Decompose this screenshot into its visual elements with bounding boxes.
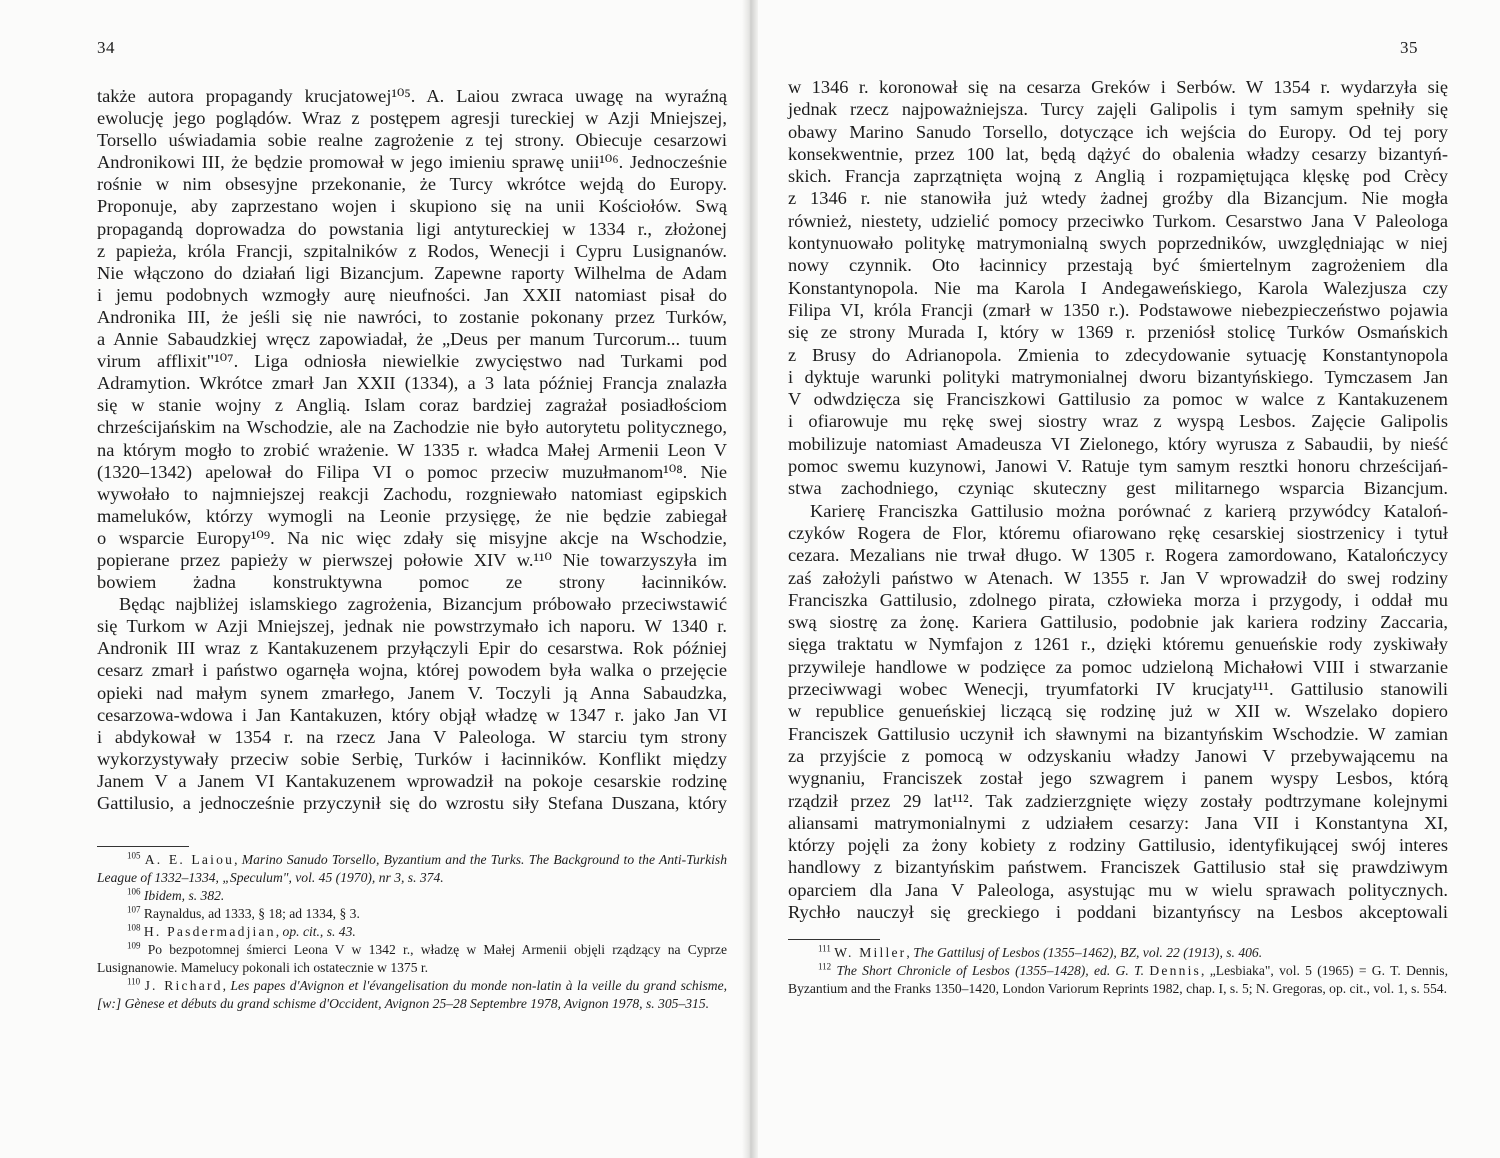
footnote (97, 941, 727, 977)
text-line: pomoc swemu kuzynowi, Janowi V. Ratuje tym samym resztki honoru chrześcijań- (788, 456, 1448, 477)
footnote-text: Po bezpotomnej śmierci Leona V w 1342 r., władzę w Małej Armenii objęli rządzący na Cyprze Lusignanowie. Mamelucy pokonali ich ostatecznie w 1375 r. (97, 942, 727, 975)
footnote-author: Dennis (1149, 963, 1202, 978)
text-line: także autora propagandy krucjatowej¹⁰⁵. A. Laiou zwraca uwagę na wyraźną (97, 86, 727, 106)
text-line: w 1346 r. koronował się na cesarza Greków i Serbów. W 1354 r. wydarzyła się (788, 77, 1448, 97)
paragraph (788, 76, 1448, 500)
text-line: z papieża, króla Francji, szpitalników z Rodos, Wenecji i Cypru Lusignanów. (97, 240, 727, 261)
footnote-text: Les papes d'Avignon et l'évangelisation du monde non-latin à la veille du grand schisme, [w:] Gènese et débuts du grand schisme d'Occident, Avignon 25–28 Septembre 1978, Avignon 1978, s. 305–315. (97, 978, 728, 1011)
text-line: Gattilusio, a jednocześnie przyczynił się do wzrostu siły Stefana Duszana, który (97, 793, 727, 813)
text-line: i ofiarowuje mu rękę swej siostry wraz z wyspą Lesbos. Zajęcie Galipolis (788, 411, 1448, 432)
text-line: cesarz zmarł i państwo ogarnęła wojna, której powodem była walka o przejęcie (97, 660, 727, 681)
text-line: rządził przez 29 lat¹¹². Tak zadzierzgnięte więzy zostały podtrzymane kolejnymi (788, 790, 1448, 811)
page-number: 34 (97, 38, 115, 57)
footnote: $^{111}$ W. Miller, The Gattilusj of Lesbos (1355–1462), BZ, vol. 22 (1913), s. 406. (818, 943, 1263, 960)
footnotes (788, 944, 1448, 998)
footnote-number: 111 (818, 943, 831, 954)
text-line: i jemu podobnych wzmogły aurę nieufności. Jan XXII natomiast pisał do (97, 284, 727, 305)
text-line: skich. Francja zaprzątnięta wojną z Anglią i rozpamiętująca klęskę pod Crècy (788, 166, 1448, 187)
text-line: Torsello uświadamia sobie realne zagrożenie z tej strony. Obiecuje cesarzowi (97, 130, 727, 151)
text-line: Franciszek Gattilusio uczynił ich sławnymi na bizantyńskim Wschodzie. W zamian (788, 723, 1448, 744)
footnote (97, 905, 727, 923)
text-line: Konstantynopola. Nie ma Karola I Andegaweńskiego, Karola Walezjusza czy (788, 277, 1448, 298)
text-line: Nie włączono do działań ligi Bizancjum. Zapewne raporty Wilhelma de Adam (97, 262, 727, 283)
text-line: popierane przez papieży w pierwszej połowie XIV w.¹¹⁰ Nie towarzyszyła im (97, 549, 727, 570)
footnote (788, 962, 1448, 998)
text-line: Będąc najbliżej islamskiego zagrożenia, Bizancjum próbowało przeciwstawić (119, 594, 727, 615)
text-line: Andronik III wraz z Kantakuzenem przyłączyli Epir do cesarstwa. Rok później (97, 638, 727, 659)
page-number: 35 (1400, 38, 1418, 57)
text-line: z 1346 r. nie stanowiła już wtedy żadnej groźby dla Bizancjum. Nie mogła (788, 188, 1448, 209)
text-line: przywileje handlowe w podzięce za pomoc udzieloną Michałowi VIII i stwarzanie (788, 656, 1448, 677)
text-line: jednak rzecz najpoważniejsza. Turcy zajęli Galipolis i tym samym spełniły się (788, 99, 1448, 120)
text-line: ewolucję jego poglądów. Wraz z postępem agresji tureckiej w Azji Mniejszej, (97, 108, 727, 129)
text-line: i dyktuje warunki polityki matrymonialnej dworu bizantyńskiego. Tymczasem Jan (788, 366, 1448, 387)
text-line: stwa zachodniego, czyniąc skuteczny gest militarnego wsparcia Bizancjum. (788, 478, 1448, 499)
paragraph (788, 500, 1448, 924)
text-line: chrześcijańskim na Wschodzie, ale na Zachodzie nie było autorytetu politycznego, (97, 417, 727, 438)
text-line: konsekwentnie, przez 100 lat, będą dążyć do obalenia władzy cesarzy bizantyń- (788, 143, 1448, 164)
text-line: bowiem żadna konstruktywna pomoc ze strony łacinników. (97, 572, 727, 593)
footnote-author: W. Miller (834, 945, 907, 960)
footnote-author: J. Richard (144, 978, 223, 993)
footnote-separator (788, 939, 880, 940)
text-line: wykorzystywały przeciw sobie Serbię, Turków i łacinników. Konflikt między (97, 748, 727, 769)
footnote: $^{105}$ A. E. Laiou, Marino Sanudo Torsello, Byzantium and the Turks. The Background to the Anti-Turkish League of 1332–1334, „Speculum", vol. 45 (1970), nr 3, s. 374. (97, 850, 727, 885)
paragraph (97, 85, 727, 593)
text-line: Filipa VI, króla Francji (zmarł w 1350 r.). Podstawowe niebezpieczeństwo pojawia (788, 299, 1448, 320)
text-line: V odwdzięcza się Franciszkowi Gattilusio za pomoc w walce z Kantakuzenem (788, 389, 1448, 410)
footnote-number: 108 (127, 922, 141, 933)
text-line: i abdykował w 1354 r. na rzecz Jana V Paleologa. W starciu tym strony (97, 726, 727, 747)
text-line: się ze strony Murada I, który w 1369 r. przeniósł stolicę Turków Osmańskich (788, 322, 1448, 343)
text-line: którzy pojęli za żony kobiety z rodziny Gattilusio, identyfikującej swój interes (788, 835, 1448, 856)
text-line: virum afflixit"¹⁰⁷. Liga odniosła niewielkie zwycięstwo nad Turkami pod (97, 351, 727, 372)
text-line: na którym mogło to zrobić wrażenie. W 1335 r. władca Małej Armenii Leon V (97, 439, 727, 460)
text-line: Rychło nauczył się greckiego i poddani bizantyńscy na Lesbos akceptowali (788, 901, 1448, 922)
text-line: się Turkom w Azji Mniejszej, jednak nie powstrzymało ich naporu. W 1340 r. (97, 616, 727, 637)
footnote-text: Ibidem, s. 382. (143, 888, 225, 903)
footnote-author: H. Pasdermadjian (143, 924, 276, 939)
text-line: aliansami matrymonialnymi z udziałem cesarzy: Jana VII i Konstantyna XI, (788, 812, 1448, 833)
footnote: $^{108}$ H. Pasdermadjian, op. cit., s. 43. (127, 922, 356, 939)
footnote-number: 105 (127, 850, 141, 861)
text-line: nowy czynnik. Oto łacinnicy przestają być śmiertelnym zagrożeniem dla (788, 255, 1448, 276)
footnote-author: A. E. Laiou (144, 852, 235, 867)
paragraph (97, 593, 727, 814)
text-line: również, niestety, udzielić pomocy przeciwko Turkom. Cesarstwo Jana V Paleologa (788, 210, 1448, 231)
text-line: zaś założyli państwo w Atenach. W 1355 r. Jan V wprowadził do swej rodziny (788, 567, 1448, 588)
text-line: o wsparcie Europy¹⁰⁹. Na nic więc zdały się misyjne akcje na Wschodzie, (97, 527, 727, 548)
text-line: mameluków, którzy wymogli na Leonie przysięgę, że nie będzie zabiegał (97, 505, 727, 526)
text-line: a Annie Sabaudzkiej wręcz zapowiadał, że „Deus per manum Turcorum... tuum (97, 329, 727, 350)
text-line: za przyjście z pomocą w odzyskaniu władzy Janowi V przebywającemu na (788, 745, 1448, 766)
text-line: Andronikowi III, że będzie promował w jego imieniu sprawę unii¹⁰⁶. Jednocześnie (97, 152, 727, 173)
text-line: czyków Rogera de Flor, któremu ofiarowano rękę cesarskiej siostrzenicy i tytuł (788, 522, 1448, 543)
text-line: oparciem dla Jana V Paleologa, asystując mu w wielu sprawach politycznych. (788, 879, 1448, 900)
text-line: Adramytion. Wkrótce zmarł Jan XXII (1334), a 3 lata później Francja znalazła (97, 373, 727, 394)
footnote-separator (97, 846, 189, 847)
text-line: Karierę Franciszka Gattilusio można porównać z karierą przywódcy Katalоń- (810, 500, 1448, 521)
text-line: swą siostrę za żonę. Kariera Gattilusio, podobnie jak kariera rodziny Zaccaria, (788, 612, 1448, 633)
text-line: Andronika III, że jeśli się nie nawróci, to zostanie pokonany przez Turków, (97, 306, 727, 327)
footnote-text: The Short Chronicle of Lesbos (1355–1428), ed. G. T. (836, 963, 1150, 978)
right-page (758, 0, 1500, 1158)
footnote-number: 109 (127, 940, 141, 951)
text-line: propagandą doprowadza do powstania ligi antytureckiej w 1334 r., złożonej (97, 218, 727, 239)
text-line: handlowy z bizantyńskim państwem. Franciszek Gattilusio stał się prawdziwym (788, 857, 1448, 878)
footnote-text: op. cit., s. 43. (282, 924, 356, 939)
footnote-text: , „Lesbiaka", vol. 5 (1965) = G. T. Dennis, Byzantium and the Franks 1350–1420, London Variorum Reprints 1982, chap. I, s. 5; N. Gregoras, op. cit., vol. 1, s. 554. (788, 963, 1448, 996)
footnote-text: Raynaldus, ad 1333, § 18; ad 1334, § 3. (143, 906, 360, 921)
book-gutter (742, 0, 758, 1158)
text-line: Janem V a Janem VI Kantakuzenem wprowadził na pokoje cesarskie rodzinę (97, 770, 727, 791)
text-line: w republice genueńskiej liczącą się rodzinę już w XII w. Wszelako dopiero (788, 701, 1448, 722)
footnotes (97, 851, 727, 1013)
text-line: się w stanie wojny z Anglią. Islam coraz bardziej zagrażał posiadłościom (97, 395, 727, 416)
text-line: rośnie w nim obsesyjne przekonanie, że Turcy wkrótce wejdą do Europy. (97, 174, 727, 195)
footnote-text: The Gattilusj of Lesbos (1355–1462), BZ, vol. 22 (1913), s. 406. (913, 945, 1263, 960)
text-line: wygnaniu, Franciszek został jego szwagrem i panem wyspy Lesbos, którą (788, 768, 1448, 789)
text-line: (1320–1342) apelował do Filipa VI o pomoc przeciw muzułmanom¹⁰⁸. Nie (97, 461, 727, 482)
footnote-number: 112 (818, 961, 832, 972)
text-line: mobilizuje natomiast Amadeusza VI Zielonego, który wyrusza z Sabaudii, by nieść (788, 433, 1448, 454)
text-line: sięga traktatu w Nymfajon z 1261 r., dzięki któremu genueńskie rody zyskiwały (788, 634, 1448, 655)
footnote-number: 106 (127, 886, 141, 897)
text-line: Proponuje, aby zaprzestano wojen i skupiono się na unii Kościołów. Swą (97, 196, 727, 217)
left-page (0, 0, 742, 1158)
text-line: Franciszka Gattilusio, zdolnego pirata, człowieka morza i przygody, i oddał mu (788, 589, 1448, 610)
text-line: kontynuowało politykę matrymonialną swych poprzedników, uwzględniając w niej (788, 233, 1448, 254)
footnote-number: 110 (127, 976, 141, 987)
body-text (97, 85, 727, 814)
text-line: wywołało to najmniejszej reakcji Zachodu, rozgniewało natomiast egipskich (97, 483, 727, 504)
footnote-number: 107 (127, 904, 141, 915)
footnote: $^{110}$ J. Richard, Les papes d'Avignon et l'évangelisation du monde non-latin à la veille du grand schisme, [w:] Gènese et débuts du grand schisme d'Occident, Avignon 25–28 Septembre 1978, Avignon 1978, s. 305–315. (97, 976, 728, 1011)
text-line: przeciwwagi wobec Wenecji, tryumfatorki IV krucjaty¹¹¹. Gattilusio stanowili (788, 679, 1448, 700)
footnote (97, 887, 727, 905)
text-line: cezara. Mezalians nie trwał długo. W 1305 r. Rogera zamordowano, Katalończycy (788, 545, 1448, 566)
text-line: obawy Marino Sanudo Torsello, dotyczące ich wejścia do Europy. Od tej pory (788, 121, 1448, 142)
body-text (788, 76, 1448, 923)
text-line: cesarzowa-wdowa i Jan Kantakuzen, który objął władzę w 1347 r. jako Jan VI (97, 704, 727, 725)
text-line: z Brusy do Adrianopola. Zmienia to zdecydowanie sytuację Konstantynopola (788, 344, 1448, 365)
footnote-text: Marino Sanudo Torsello, Byzantium and the Turks. The Background to the Anti-Turkish League of 1332–1334, „Speculum", vol. 45 (1970), nr 3, s. 374. (97, 852, 727, 885)
text-line: opieki nad małym synem zmarłego, Janem V. Toczyli ją Anna Sabaudzka, (97, 682, 727, 703)
